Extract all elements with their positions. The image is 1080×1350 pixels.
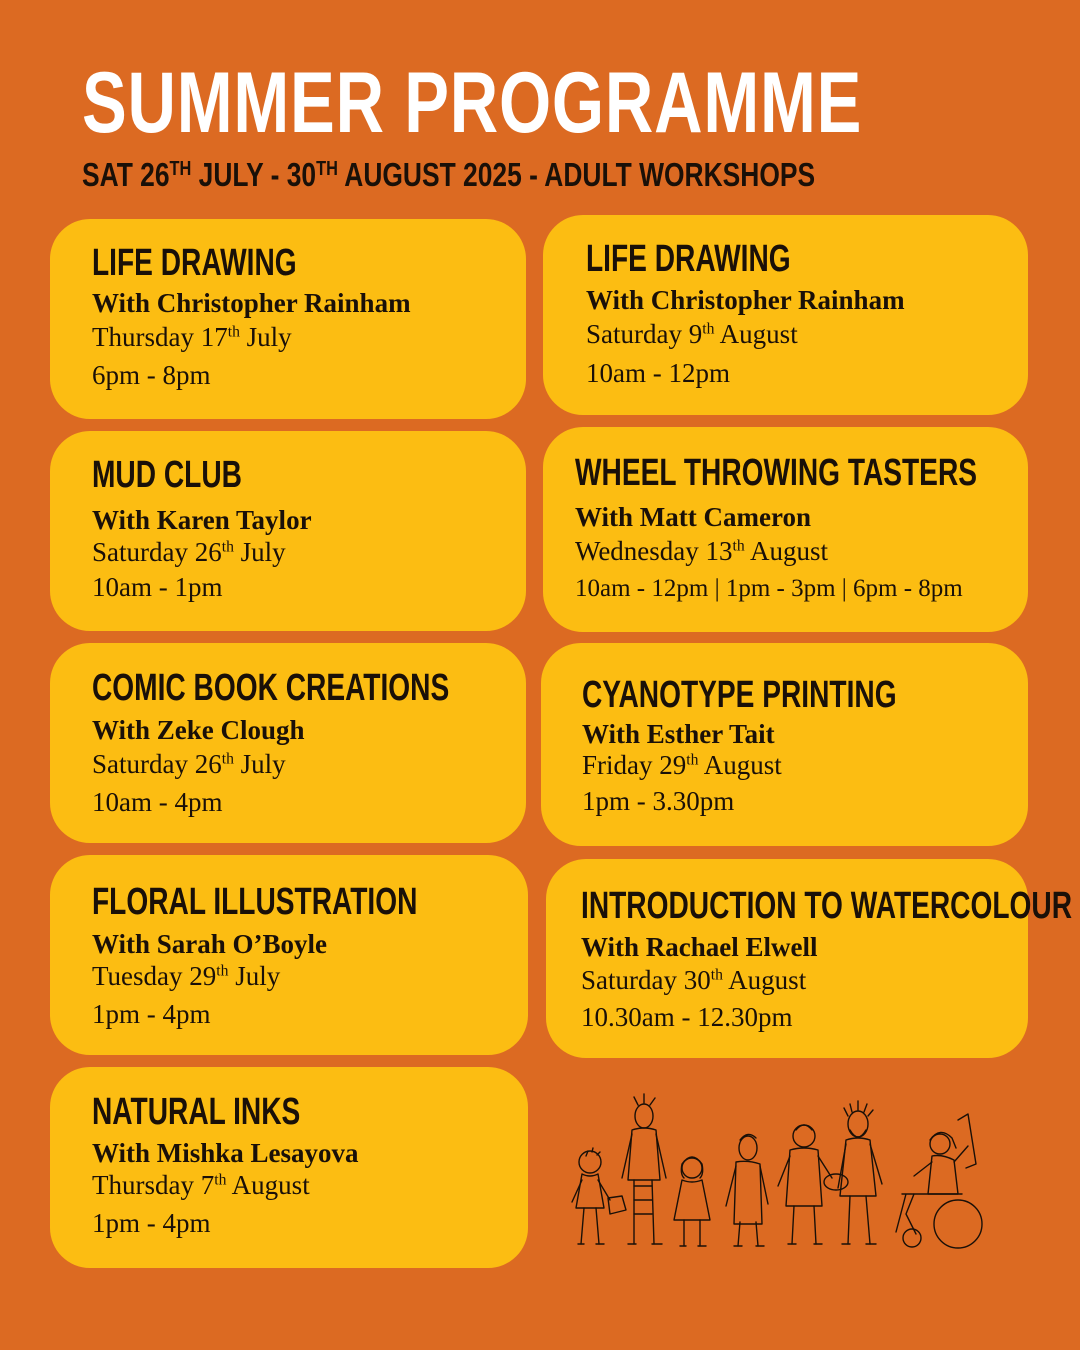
workshop-date: Thursday 7th August [92,1170,310,1200]
workshop-title: CYANOTYPE PRINTING [582,674,897,716]
workshop-title: LIFE DRAWING [92,242,297,284]
workshop-time: 10.30am - 12.30pm [581,1002,793,1032]
subtitle-start: SAT 26 [82,156,170,193]
people-sketch-illustration [552,1090,1012,1270]
workshop-date: Friday 29th August [582,750,782,780]
workshop-date: Saturday 30th August [581,965,807,995]
workshop-card-cyanotype [541,643,1028,846]
workshop-time: 10am - 1pm [92,572,223,602]
sketch-figure-child [572,1148,626,1244]
workshop-card-life-drawing-august [543,215,1028,415]
workshop-host: With Christopher Rainham [586,285,905,315]
workshop-date: Thursday 17th July [92,322,292,352]
workshop-host: With Mishka Lesayova [92,1138,359,1168]
subtitle-ordinal-1: TH [169,156,192,180]
subtitle-ordinal-2: TH [316,156,338,180]
workshop-title: WHEEL THROWING TASTERS [575,452,978,494]
sketch-figure-wheelchair-user [896,1114,982,1248]
workshop-time: 1pm - 3.30pm [582,786,735,816]
workshop-card-life-drawing-july [50,219,526,419]
workshop-card-natural-inks [50,1067,528,1268]
sketch-figure-bearded-man [838,1101,882,1244]
workshop-time: 10am - 12pm | 1pm - 3pm | 6pm - 8pm [575,575,963,602]
workshop-title: INTRODUCTION TO WATERCOLOUR [581,885,1073,927]
workshop-host: With Sarah O’Boyle [92,929,328,959]
workshop-date: Tuesday 29th July [92,961,281,991]
workshop-time: 1pm - 4pm [92,999,211,1029]
workshop-card-floral-illustration [50,855,528,1055]
workshop-date: Saturday 26th July [92,749,286,779]
workshop-card-comic-book [50,643,526,843]
workshop-card-mud-club [50,431,526,631]
workshop-title: NATURAL INKS [92,1091,301,1133]
workshop-title: FLORAL ILLUSTRATION [92,881,418,923]
sketch-figure-painter [778,1125,848,1244]
workshop-time: 1pm - 4pm [92,1208,211,1238]
workshop-host: With Esther Tait [582,719,775,749]
sketch-figure-old-man [726,1134,768,1246]
subtitle-end: AUGUST 2025 - ADULT WORKSHOPS [337,156,816,193]
workshop-title: LIFE DRAWING [586,238,791,280]
workshop-date: Saturday 9th August [586,319,798,349]
workshop-host: With Rachael Elwell [581,932,818,962]
page-subtitle [82,158,815,191]
workshop-title: MUD CLUB [92,454,242,496]
workshop-title: COMIC BOOK CREATIONS [92,667,450,709]
workshop-host: With Karen Taylor [92,505,312,535]
subtitle-middle: JULY - 30 [191,156,317,193]
workshop-host: With Zeke Clough [92,715,305,745]
workshop-date: Saturday 26th July [92,537,286,567]
workshop-host: With Christopher Rainham [92,288,411,318]
workshop-card-watercolour [546,859,1073,1058]
page-title: SUMMER PROGRAMME [82,55,863,151]
workshop-time: 6pm - 8pm [92,360,211,390]
workshop-time: 10am - 4pm [92,787,223,817]
workshop-card-wheel-throwing [543,427,1028,632]
workshop-host: With Matt Cameron [575,502,811,532]
workshop-time: 10am - 12pm [586,358,730,388]
sketch-figure-tall-man [622,1094,666,1244]
workshop-date: Wednesday 13th August [575,536,828,566]
sketch-figure-girl [674,1157,710,1246]
